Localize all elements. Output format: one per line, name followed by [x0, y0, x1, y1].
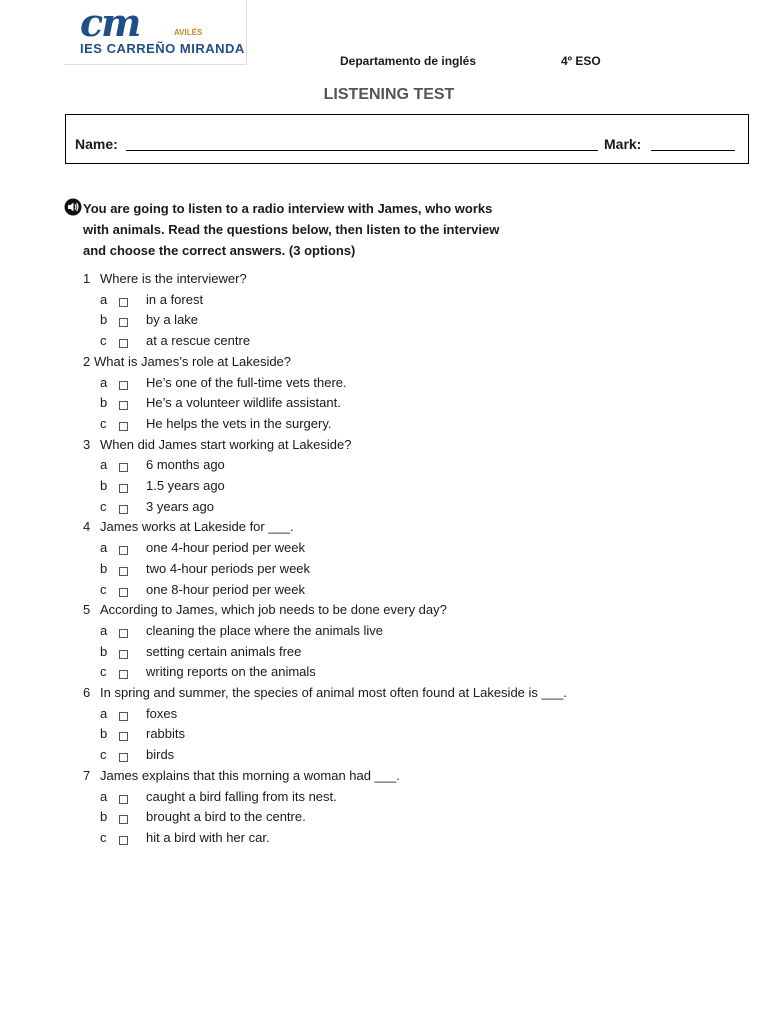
option-letter: a [100, 705, 108, 721]
option-text: 1.5 years ago [146, 478, 225, 493]
question-number: 2 [83, 353, 91, 369]
option-text: birds [146, 747, 175, 763]
question-text: In spring and summer, the species of animal most often found at Lakeside is ___. [100, 685, 567, 700]
instruction-line: and choose the correct answers. (3 options) [83, 243, 356, 258]
option-text: He helps the vets in the surgery. [146, 415, 332, 431]
option-checkbox[interactable] [119, 629, 128, 638]
option-text: brought a bird to the centre. [146, 809, 306, 825]
name-label: Name: [75, 136, 118, 152]
option-checkbox[interactable] [119, 298, 128, 307]
option-checkbox[interactable] [119, 422, 128, 431]
question-number: 5 [83, 602, 91, 618]
option-letter: a [100, 788, 108, 804]
option-letter: b [100, 560, 108, 576]
name-mark-box [65, 114, 749, 164]
page-title: LISTENING TEST [323, 86, 455, 103]
option-letter: c [100, 829, 107, 845]
option-letter: c [100, 498, 107, 514]
option-checkbox[interactable] [119, 650, 128, 659]
school-logo [64, 0, 247, 65]
option-letter: b [100, 726, 108, 742]
option-text: foxes [146, 705, 178, 721]
option-text: 6 months ago [146, 457, 225, 473]
option-text: He’s one of the full-time vets there. [146, 374, 347, 390]
option-checkbox[interactable] [119, 815, 128, 824]
name-field-line[interactable] [126, 150, 598, 151]
option-checkbox[interactable] [119, 381, 128, 390]
question-text: James works at Lakeside for ___. [100, 519, 294, 535]
question-text: According to James, which job needs to be done every day? [100, 602, 447, 618]
option-text: caught a bird falling from its nest. [146, 788, 337, 804]
question-text: When did James start working at Lakeside? [100, 436, 352, 452]
option-checkbox[interactable] [119, 401, 128, 410]
option-text: hit a bird with her car. [146, 829, 270, 845]
question-number: 6 [83, 685, 91, 700]
option-checkbox[interactable] [119, 505, 128, 514]
option-checkbox[interactable] [119, 753, 128, 762]
option-checkbox[interactable] [119, 732, 128, 741]
option-letter: c [100, 333, 107, 349]
option-checkbox[interactable] [119, 546, 128, 555]
option-letter: b [100, 643, 108, 659]
option-text: at a rescue centre [146, 333, 251, 349]
question-number: 3 [83, 436, 91, 452]
option-checkbox[interactable] [119, 484, 128, 493]
option-checkbox[interactable] [119, 463, 128, 472]
question-number: 4 [83, 519, 91, 535]
option-letter: a [100, 374, 108, 390]
option-text: 3 years ago [146, 498, 214, 514]
option-text: setting certain animals free [146, 643, 302, 659]
logo-town: AVILÉS [174, 28, 203, 37]
option-text: rabbits [146, 726, 186, 742]
option-text: cleaning the place where the animals live [146, 622, 384, 638]
question-number: 1 [83, 271, 91, 286]
option-text: He’s a volunteer wildlife assistant. [146, 395, 341, 411]
option-letter: b [100, 809, 108, 825]
option-letter: c [100, 747, 107, 763]
logo-mark: cm [80, 0, 140, 45]
option-text: in a forest [146, 291, 204, 307]
option-text: writing reports on the animals [146, 664, 316, 680]
instruction-line: with animals. Read the questions below, then listen to the interview [83, 222, 500, 237]
option-text: one 8-hour period per week [146, 581, 305, 597]
option-letter: c [100, 664, 107, 680]
question-text: What is James’s role at Lakeside? [94, 353, 292, 369]
department-label: Departamento de inglés [340, 54, 477, 68]
option-checkbox[interactable] [119, 318, 128, 327]
option-checkbox[interactable] [119, 836, 128, 845]
option-checkbox[interactable] [119, 588, 128, 597]
option-checkbox[interactable] [119, 339, 128, 348]
option-checkbox[interactable] [119, 795, 128, 804]
question-text: Where is the interviewer? [100, 271, 247, 286]
option-letter: b [100, 312, 108, 328]
level-label: 4º ESO [561, 54, 601, 68]
option-letter: b [100, 478, 108, 493]
option-letter: a [100, 457, 108, 473]
option-text: by a lake [146, 312, 199, 328]
question-number: 7 [83, 767, 91, 783]
option-letter: a [100, 540, 108, 556]
option-checkbox[interactable] [119, 670, 128, 679]
option-letter: b [100, 395, 108, 411]
mark-label: Mark: [604, 136, 642, 152]
instruction-line: You are going to listen to a radio interview with James, who works [83, 201, 493, 216]
option-checkbox[interactable] [119, 567, 128, 576]
mark-field-line[interactable] [651, 150, 735, 151]
option-text: two 4-hour periods per week [146, 560, 311, 576]
option-checkbox[interactable] [119, 712, 128, 721]
option-letter: c [100, 581, 107, 597]
option-text: one 4-hour period per week [146, 540, 305, 556]
speaker-icon [64, 198, 82, 216]
question-text: James explains that this morning a woman had ___. [100, 767, 400, 783]
option-letter: a [100, 622, 108, 638]
option-letter: a [100, 291, 108, 307]
logo-school-name: IES CARREÑO MIRANDA [80, 41, 245, 56]
option-letter: c [100, 415, 107, 431]
